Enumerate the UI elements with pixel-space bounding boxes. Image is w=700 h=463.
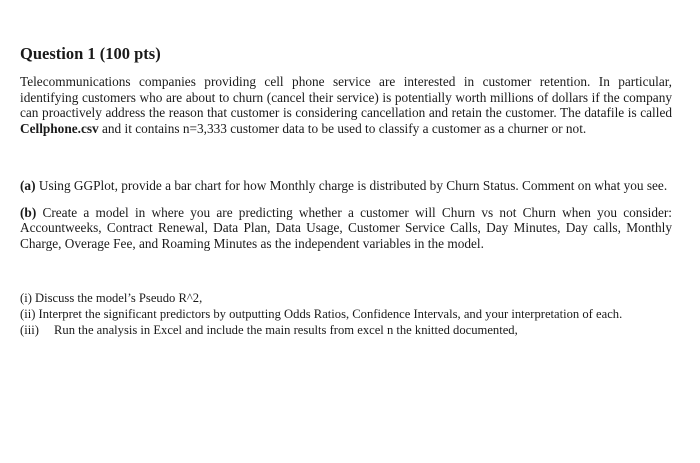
subitem-iii-text: Run the analysis in Excel and include the main results from excel n the knitted documented, bbox=[54, 323, 518, 337]
subitem-iii-number: (iii) bbox=[20, 323, 39, 337]
document-page bbox=[20, 44, 672, 338]
datafile-name: Cellphone.csv bbox=[20, 120, 99, 136]
intro-text-1: Telecommunications companies providing cell phone service are interested in customer retention. In particular, identifying customers who are about to churn (cancel their service) is potentially worth millions of dollars if the company can proactively address the reason that customer is considering cancellation and retain the customer. The datafile is called bbox=[20, 74, 672, 120]
intro-text-2: and it contains n=3,333 customer data to be used to classify a customer as a churner or not. bbox=[98, 120, 587, 136]
part-b-text: Create a model in where you are predicting whether a customer will Churn vs not Churn when you consider: Accountweeks, Contract Renewal, Data Plan, Data Usage, Customer Service Calls, Day Minutes, Day calls, Monthly Charge, Overage Fee, and Roaming Minutes as the independent variables in the model. bbox=[20, 204, 672, 251]
part-b bbox=[20, 205, 672, 252]
question-title: Question 1 (100 pts) bbox=[20, 44, 161, 63]
question-intro bbox=[20, 74, 672, 136]
part-a-text: Using GGPlot, provide a bar chart for how Monthly charge is distributed by Churn Status. Comment on what you see. bbox=[35, 178, 668, 193]
subitem-i: (i) Discuss the model’s Pseudo R^2, bbox=[20, 291, 203, 305]
part-b-label: (b) bbox=[20, 204, 37, 220]
subitem-ii: (ii) Interpret the significant predictors by outputting Odds Ratios, Confidence Intervals, and your interpretation of each. bbox=[20, 307, 623, 321]
part-a-label: (a) bbox=[20, 178, 36, 193]
subitem-list bbox=[20, 290, 672, 338]
part-a bbox=[20, 178, 672, 194]
subitem-iii bbox=[20, 322, 672, 338]
